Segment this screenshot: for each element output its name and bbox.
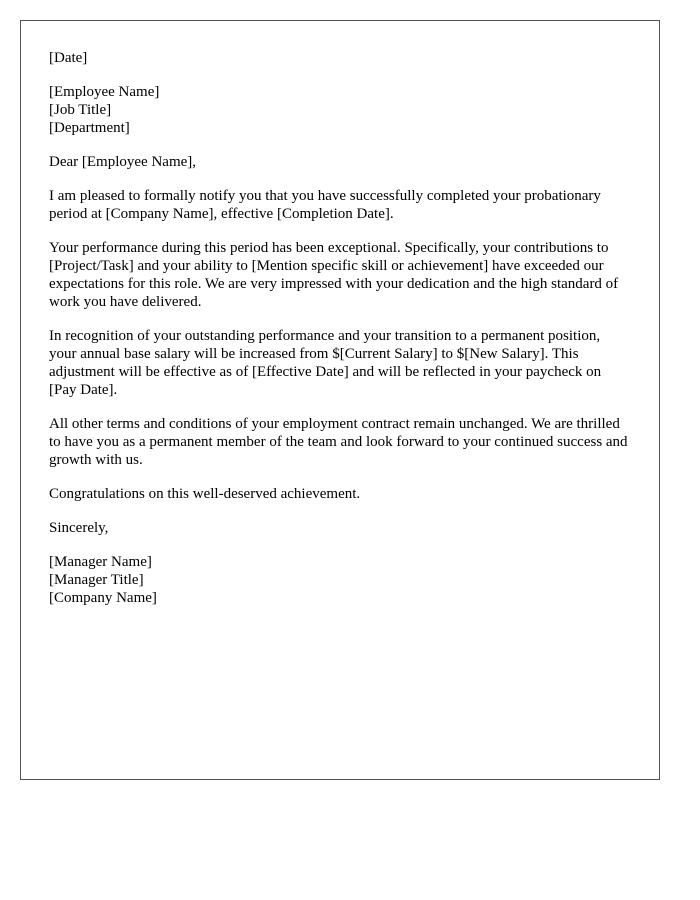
body-paragraph-completion: I am pleased to formally notify you that you have successfully completed your probationary period at [Company Name], effective [Completion Date]. <box>49 188 601 222</box>
signature-block <box>49 553 631 607</box>
recipient-job-title: [Job Title] <box>49 102 112 118</box>
letter-page <box>20 20 660 780</box>
salutation: Dear [Employee Name], <box>49 154 197 170</box>
body-paragraph-performance: Your performance during this period has been exceptional. Specifically, your contributions to [Project/Task] and your ability to [Mention specific skill or achievement] have exceeded our expectations for this role. We are very impressed with your dedication and the high standard of work you have delivered. <box>49 240 619 310</box>
body-paragraph-terms: All other terms and conditions of your employment contract remain unchanged. We are thrilled to have you as a permanent member of the team and look forward to your continued success and growth with us. <box>49 416 628 468</box>
company-name: [Company Name] <box>49 590 157 606</box>
recipient-block <box>49 83 631 137</box>
body-paragraph-congratulations: Congratulations on this well-deserved achievement. <box>49 486 361 502</box>
letter-date: [Date] <box>49 50 88 66</box>
recipient-name: [Employee Name] <box>49 84 160 100</box>
closing: Sincerely, <box>49 520 109 536</box>
manager-name: [Manager Name] <box>49 554 152 570</box>
manager-title: [Manager Title] <box>49 572 144 588</box>
recipient-department: [Department] <box>49 120 130 136</box>
body-paragraph-salary: In recognition of your outstanding performance and your transition to a permanent position, your annual base salary will be increased from $[Current Salary] to $[New Salary]. This adjustment will be effective as of [Effective Date] and will be reflected in your paycheck on [Pay Date]. <box>49 328 602 398</box>
